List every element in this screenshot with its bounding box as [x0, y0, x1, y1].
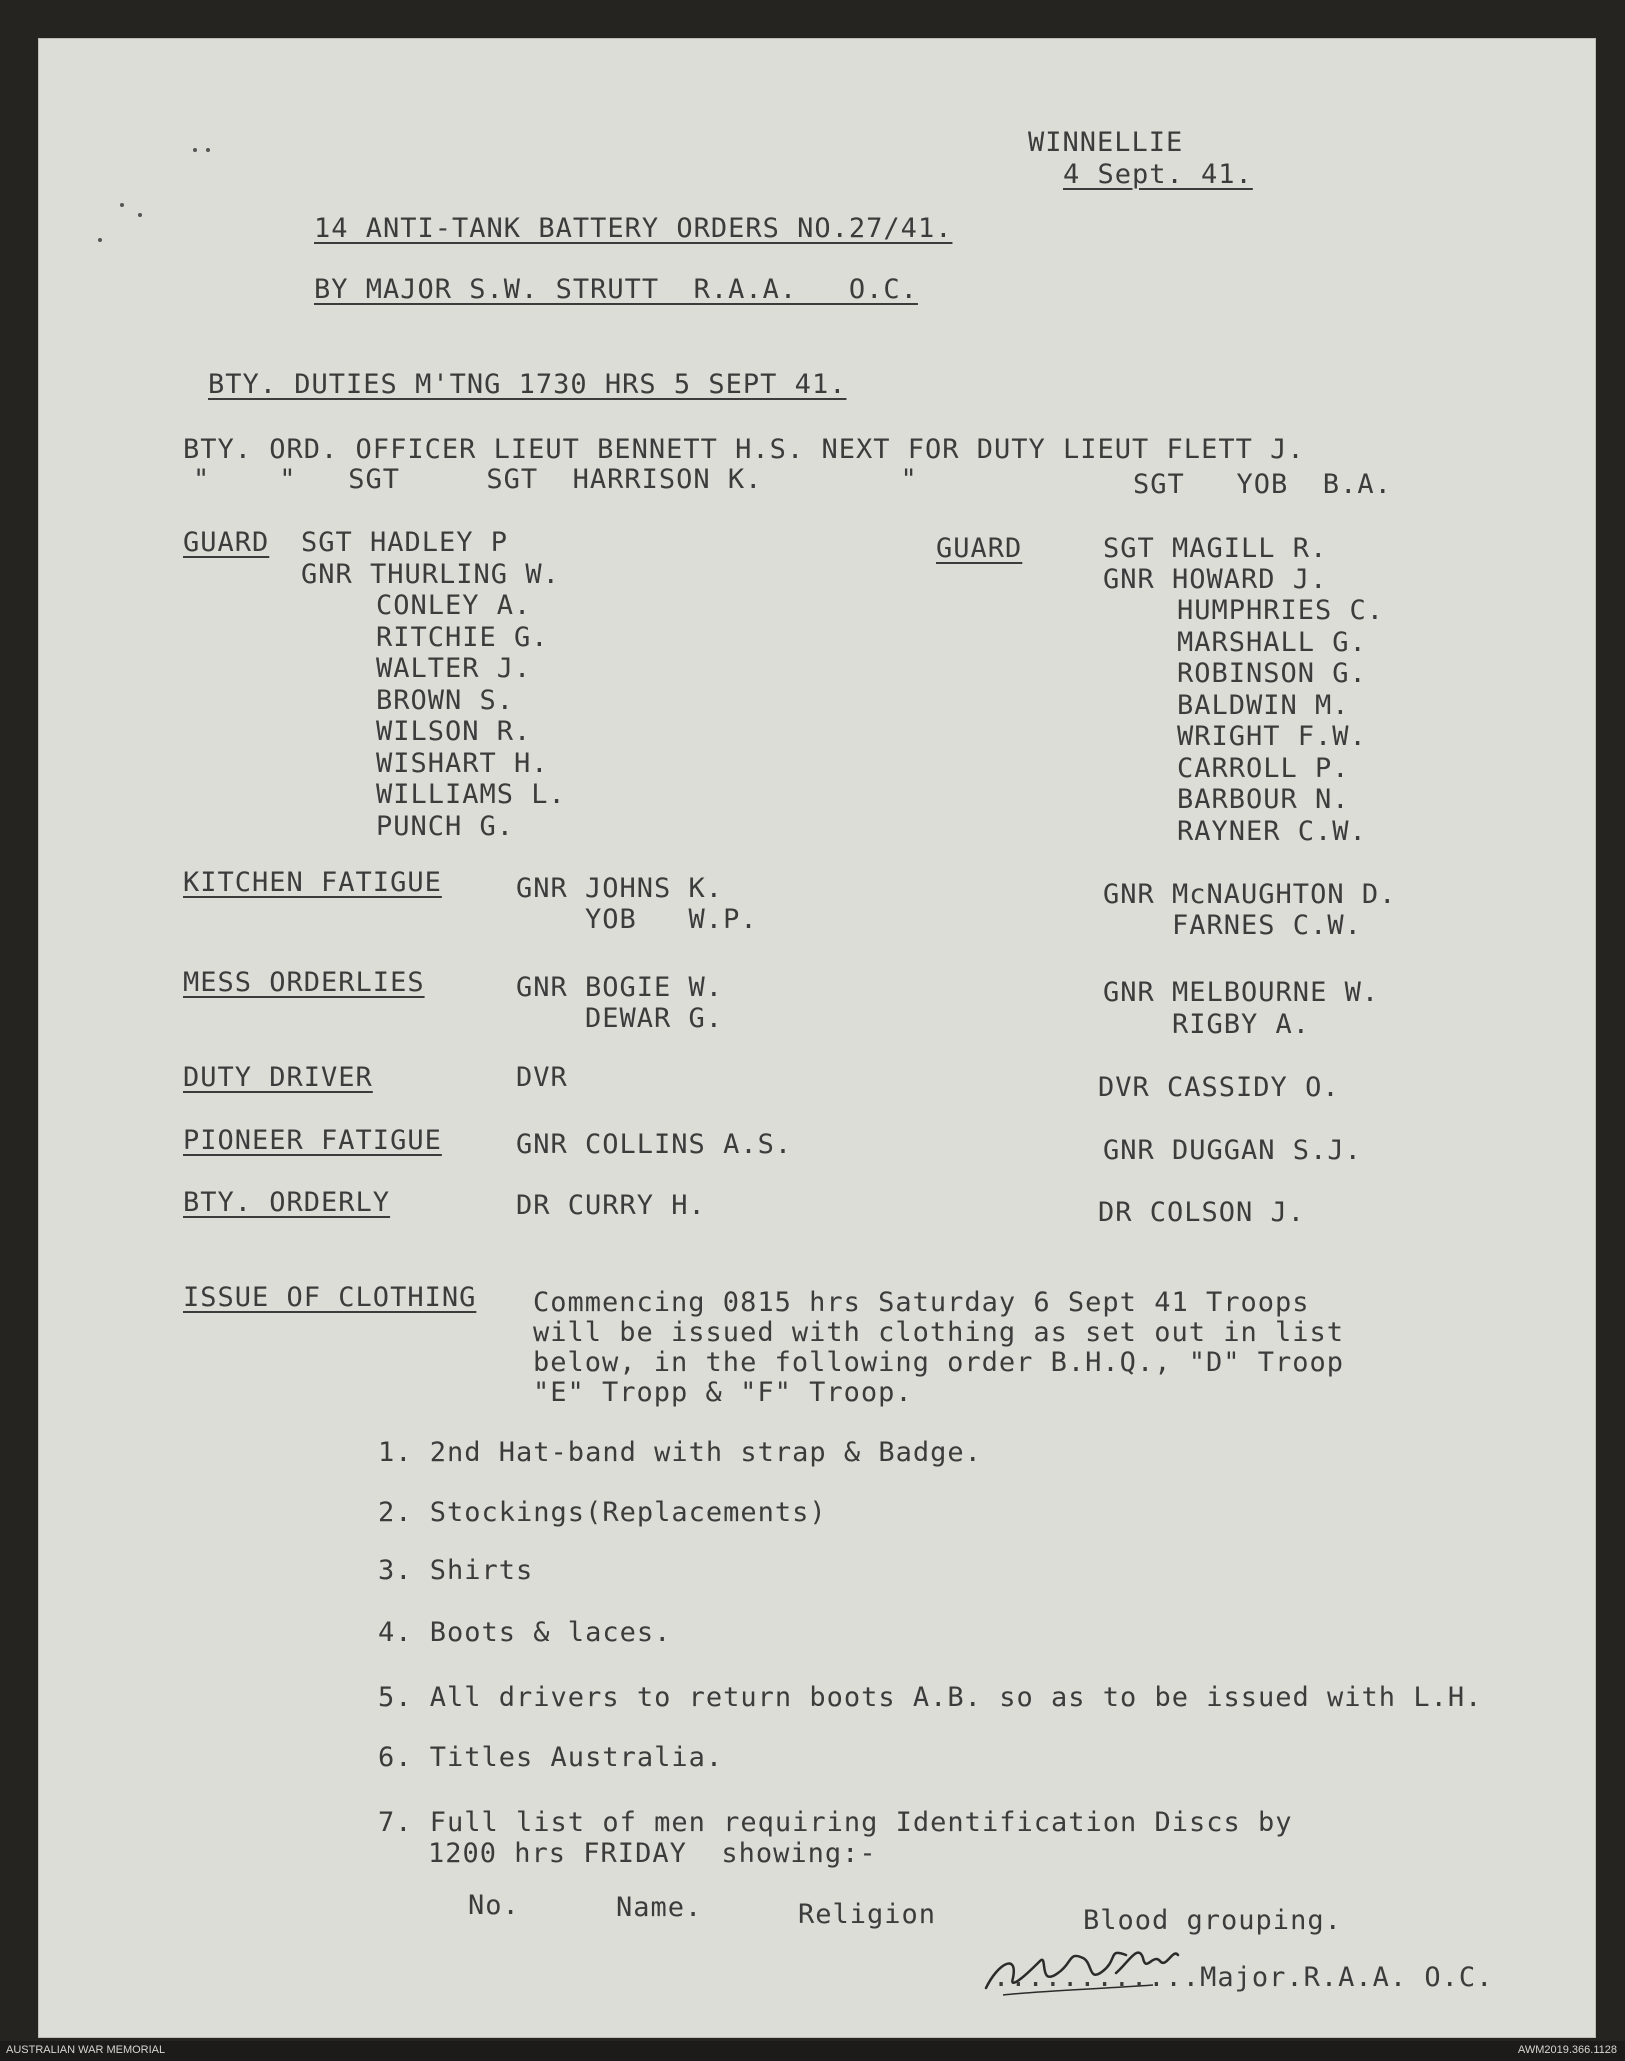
- clothing-item: 7. Full list of men requiring Identification Discs by: [378, 1807, 1293, 1838]
- order-title: 14 ANTI-TANK BATTERY ORDERS NO.27/41.: [314, 213, 953, 244]
- guard-member: PUNCH G.: [376, 811, 515, 842]
- detail-label: BTY. ORDERLY: [183, 1187, 391, 1218]
- detail-label: KITCHEN FATIGUE: [183, 867, 442, 898]
- clothing-item: 4. Boots & laces.: [378, 1617, 672, 1648]
- orderly-officer-line: BTY. ORD. OFFICER LIEUT BENNETT H.S. NEXT FOR DUTY LIEUT FLETT J.: [183, 434, 1305, 465]
- detail-left: DVR: [516, 1062, 568, 1093]
- clothing-label: ISSUE OF CLOTHING: [183, 1282, 477, 1313]
- clothing-text-line: "E" Tropp & "F" Troop.: [533, 1377, 913, 1408]
- guard-member: BARBOUR N.: [1177, 784, 1350, 815]
- detail-label: DUTY DRIVER: [183, 1062, 373, 1093]
- column-name: Name.: [616, 1892, 703, 1923]
- clothing-item: 2. Stockings(Replacements): [378, 1497, 827, 1528]
- guard-member: CONLEY A.: [376, 590, 532, 621]
- guard-right-sgt: SGT MAGILL R.: [1103, 533, 1328, 564]
- detail-left: YOB W.P.: [516, 904, 758, 935]
- issued-by: BY MAJOR S.W. STRUTT R.A.A. O.C.: [314, 274, 918, 305]
- guard-label-right: GUARD: [936, 533, 1023, 564]
- detail-right: RIGBY A.: [1103, 1009, 1311, 1040]
- guard-member: RITCHIE G.: [376, 622, 549, 653]
- orderly-sgt-line: " " SGT SGT HARRISON K. ": [193, 464, 918, 495]
- guard-member: WISHART H.: [376, 748, 549, 779]
- guard-member: WALTER J.: [376, 653, 532, 684]
- guard-left-sgt: SGT HADLEY P: [301, 527, 509, 558]
- paper-speck: [193, 148, 197, 152]
- clothing-item: 5. All drivers to return boots A.B. so as to be issued with L.H.: [378, 1682, 1483, 1713]
- detail-left: GNR BOGIE W.: [516, 972, 724, 1003]
- order-date: 4 Sept. 41.: [1063, 159, 1253, 190]
- paper-speck: [206, 148, 210, 152]
- clothing-item-cont: 1200 hrs FRIDAY showing:-: [428, 1838, 877, 1869]
- detail-left: DR CURRY H.: [516, 1190, 706, 1221]
- place-name: WINNELLIE: [1028, 127, 1184, 158]
- guard-member: WRIGHT F.W.: [1177, 721, 1367, 752]
- guard-left-gnr: GNR THURLING W.: [301, 559, 560, 590]
- clothing-item: 6. Titles Australia.: [378, 1742, 724, 1773]
- detail-left: GNR JOHNS K.: [516, 873, 724, 904]
- detail-left: DEWAR G.: [516, 1003, 724, 1034]
- detail-right: FARNES C.W.: [1103, 910, 1362, 941]
- guard-right-gnr: GNR HOWARD J.: [1103, 564, 1328, 595]
- orderly-sgt-next: SGT YOB B.A.: [1133, 469, 1392, 500]
- duties-heading: BTY. DUTIES M'TNG 1730 HRS 5 SEPT 41.: [208, 369, 847, 400]
- guard-member: ROBINSON G.: [1177, 658, 1367, 689]
- clothing-item: 3. Shirts: [378, 1555, 534, 1586]
- guard-member: MARSHALL G.: [1177, 627, 1367, 658]
- guard-member: RAYNER C.W.: [1177, 816, 1367, 847]
- archive-reference: AWM2019.366.1128: [1517, 2044, 1617, 2056]
- column-religion: Religion: [798, 1899, 937, 1930]
- guard-member: WILSON R.: [376, 716, 532, 747]
- guard-member: BALDWIN M.: [1177, 690, 1350, 721]
- guard-member: WILLIAMS L.: [376, 779, 566, 810]
- column-no: No.: [468, 1890, 520, 1921]
- detail-right: GNR DUGGAN S.J.: [1103, 1135, 1362, 1166]
- guard-member: CARROLL P.: [1177, 753, 1350, 784]
- clothing-text-line: will be issued with clothing as set out in list: [533, 1317, 1345, 1348]
- archive-footer: [0, 2041, 1625, 2061]
- document-page: [38, 38, 1596, 2038]
- guard-label: GUARD: [183, 527, 270, 558]
- paper-speck: [98, 238, 102, 242]
- clothing-text-line: below, in the following order B.H.Q., "D" Troop: [533, 1347, 1345, 1378]
- detail-right: DR COLSON J.: [1098, 1197, 1306, 1228]
- guard-member: HUMPHRIES C.: [1177, 595, 1385, 626]
- archive-name: AUSTRALIAN WAR MEMORIAL: [6, 2044, 166, 2056]
- detail-label: MESS ORDERLIES: [183, 967, 425, 998]
- clothing-text-line: Commencing 0815 hrs Saturday 6 Sept 41 Troops: [533, 1287, 1310, 1318]
- paper-speck: [138, 213, 142, 217]
- column-blood-grouping: Blood grouping.: [1083, 1905, 1342, 1936]
- detail-left: GNR COLLINS A.S.: [516, 1129, 793, 1160]
- detail-label: PIONEER FATIGUE: [183, 1125, 442, 1156]
- detail-right: GNR McNAUGHTON D.: [1103, 879, 1397, 910]
- clothing-item: 1. 2nd Hat-band with strap & Badge.: [378, 1437, 982, 1468]
- signoff: ............Major.R.A.A. O.C.: [993, 1962, 1494, 1993]
- detail-right: GNR MELBOURNE W.: [1103, 977, 1380, 1008]
- paper-speck: [120, 203, 124, 207]
- detail-right: DVR CASSIDY O.: [1098, 1072, 1340, 1103]
- guard-member: BROWN S.: [376, 685, 515, 716]
